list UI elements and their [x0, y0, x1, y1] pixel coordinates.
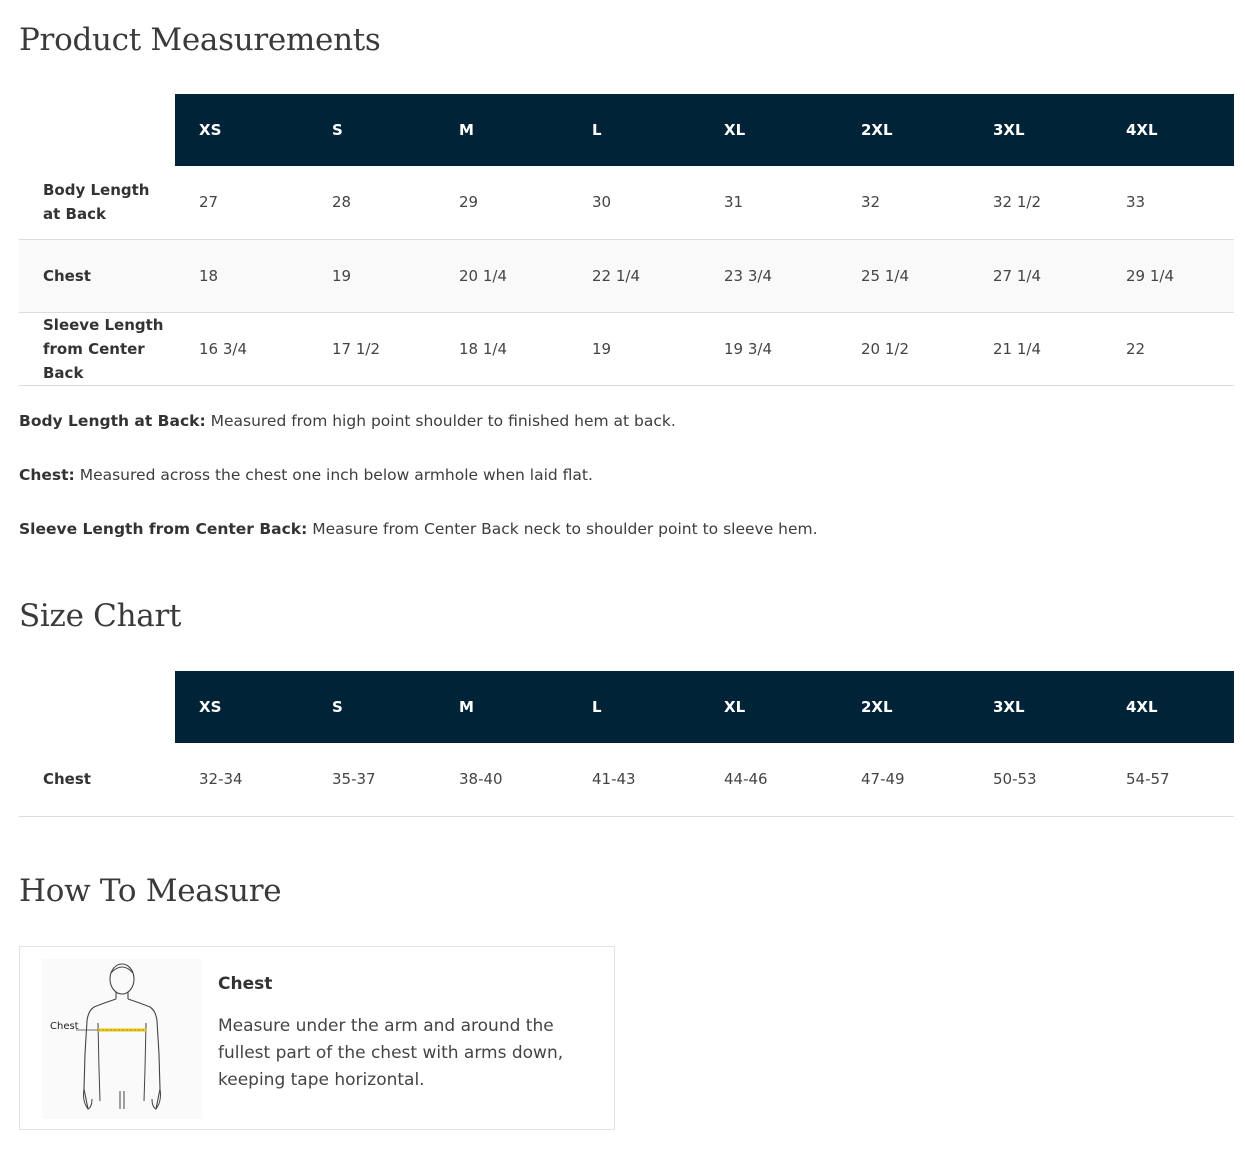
note-term: Chest: [19, 466, 75, 484]
size-header: S [308, 671, 435, 743]
table-cell: 20 1/4 [435, 239, 568, 312]
size-header: L [568, 94, 700, 166]
table-cell: 54-57 [1102, 743, 1234, 816]
illustration-label: Chest [50, 1021, 79, 1032]
size-header: M [435, 94, 568, 166]
size-header: 2XL [837, 94, 969, 166]
table-cell: 41-43 [568, 743, 700, 816]
note-term: Sleeve Length from Center Back: [19, 520, 308, 538]
note-chest [19, 465, 818, 519]
table-cell: 38-40 [435, 743, 568, 816]
table-cell: 31 [700, 166, 837, 239]
size-header: XL [700, 671, 837, 743]
product-measurements-table [19, 94, 1234, 386]
table-cell: 25 1/4 [837, 239, 969, 312]
table-cell: 22 [1102, 312, 1234, 385]
table-cell: 29 [435, 166, 568, 239]
size-header: M [435, 671, 568, 743]
table-cell: 23 3/4 [700, 239, 837, 312]
table-cell: 32 [837, 166, 969, 239]
table-row [19, 166, 1234, 239]
note-sleeve-length [19, 519, 818, 573]
table-cell: 47-49 [837, 743, 969, 816]
note-term: Body Length at Back: [19, 412, 206, 430]
size-header: 4XL [1102, 94, 1234, 166]
row-label: Sleeve Length from Center Back [19, 312, 175, 385]
header-corner [19, 94, 175, 166]
table-cell: 19 [568, 312, 700, 385]
table-cell: 44-46 [700, 743, 837, 816]
row-label: Body Length at Back [19, 166, 175, 239]
table-cell: 19 3/4 [700, 312, 837, 385]
how-to-measure-card [19, 946, 615, 1130]
how-to-measure-title: How To Measure [19, 873, 282, 909]
header-corner [19, 671, 175, 743]
table-row [19, 743, 1234, 816]
table-cell: 32 1/2 [969, 166, 1102, 239]
table-cell: 27 [175, 166, 308, 239]
size-header: 2XL [837, 671, 969, 743]
table-cell: 50-53 [969, 743, 1102, 816]
size-header: L [568, 671, 700, 743]
measurement-notes [19, 411, 818, 573]
product-measurements-title: Product Measurements [19, 22, 381, 58]
size-header: XS [175, 94, 308, 166]
table-cell: 33 [1102, 166, 1234, 239]
size-chart-title: Size Chart [19, 598, 182, 634]
table-cell: 28 [308, 166, 435, 239]
table-row [19, 312, 1234, 385]
table-cell: 22 1/4 [568, 239, 700, 312]
note-text: Measure from Center Back neck to shoulder point to sleeve hem. [307, 520, 818, 538]
table-cell: 29 1/4 [1102, 239, 1234, 312]
measure-description: Measure under the arm and around the fullest part of the chest with arms down, keeping tape horizontal. [218, 1016, 564, 1090]
table-cell: 32-34 [175, 743, 308, 816]
note-body-length [19, 411, 818, 465]
chest-measure-illustration [42, 959, 202, 1119]
size-header: 3XL [969, 94, 1102, 166]
table-cell: 17 1/2 [308, 312, 435, 385]
table-cell: 20 1/2 [837, 312, 969, 385]
table-row [19, 239, 1234, 312]
note-text: Measured from high point shoulder to finished hem at back. [205, 412, 676, 430]
size-header: 4XL [1102, 671, 1234, 743]
note-text: Measured across the chest one inch below armhole when laid flat. [74, 466, 593, 484]
size-header: XL [700, 94, 837, 166]
size-header-row [19, 671, 1234, 743]
table-cell: 27 1/4 [969, 239, 1102, 312]
table-cell: 21 1/4 [969, 312, 1102, 385]
row-label: Chest [19, 239, 175, 312]
table-cell: 30 [568, 166, 700, 239]
size-header-row [19, 94, 1234, 166]
row-label: Chest [19, 743, 175, 816]
table-cell: 16 3/4 [175, 312, 308, 385]
size-header: S [308, 94, 435, 166]
size-header: 3XL [969, 671, 1102, 743]
size-chart-table [19, 671, 1234, 817]
table-cell: 18 1/4 [435, 312, 568, 385]
measure-heading: Chest [218, 974, 273, 994]
table-cell: 19 [308, 239, 435, 312]
table-cell: 18 [175, 239, 308, 312]
table-cell: 35-37 [308, 743, 435, 816]
size-header: XS [175, 671, 308, 743]
